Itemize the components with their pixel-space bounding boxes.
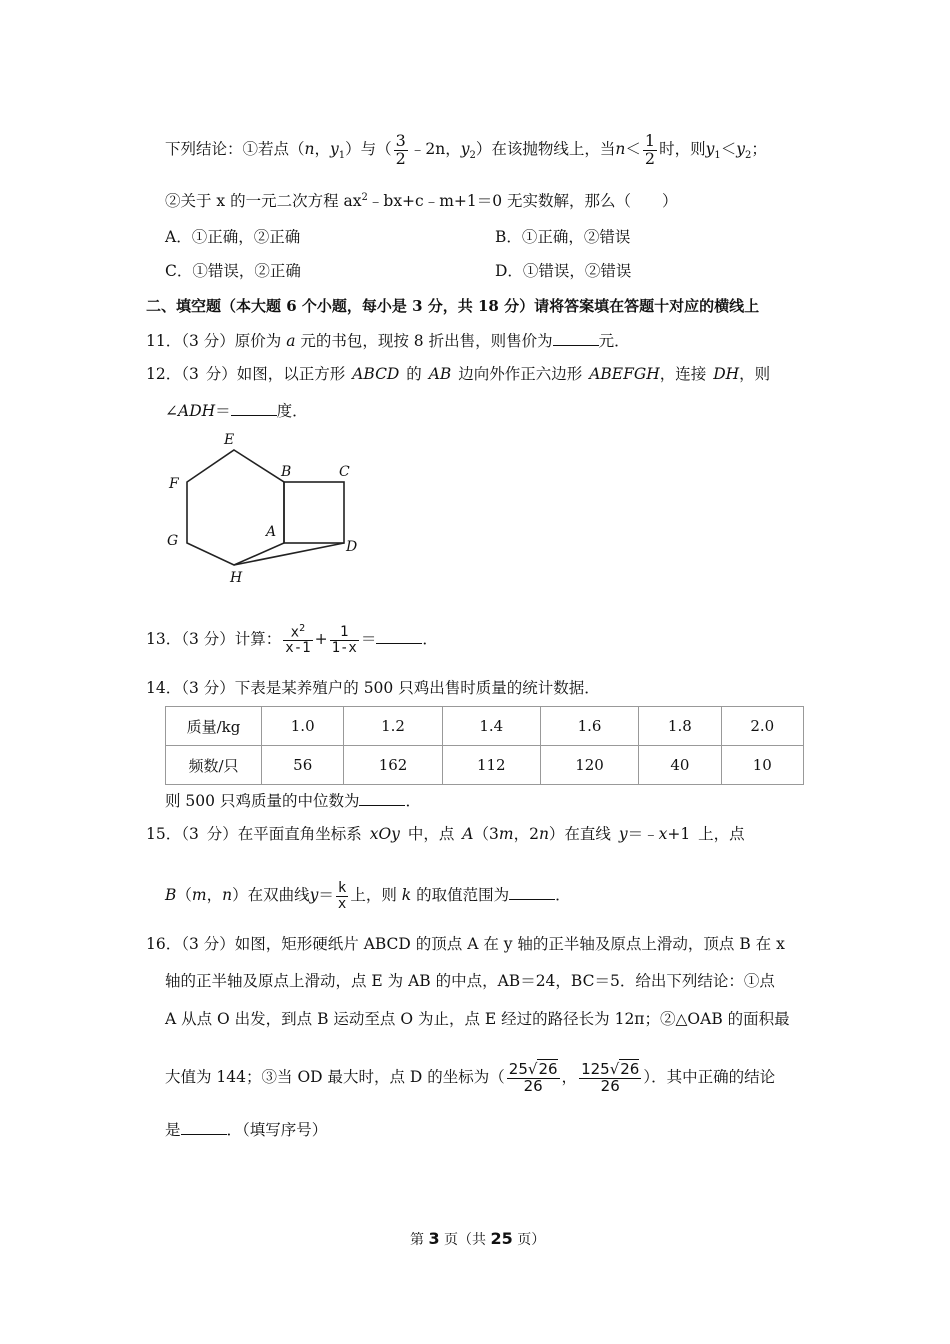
table-cell: 40: [639, 746, 721, 785]
q10-option-d: D．①错误，②错误: [495, 262, 632, 280]
table-cell: 1.2: [344, 707, 442, 746]
question-12-line2: ∠ADH＝ 度．: [165, 402, 308, 420]
question-15-line1: 15．（3 分）在平面直角坐标系 xOy 中，点 A（3m，2n）在直线 y＝﹣x+1 上，点: [146, 825, 745, 843]
fraction-25-root26-over-26: $\frac{25√26}{26}$: [508, 1059, 558, 1095]
q10-line2: ②关于 x 的一元二次方程 $ax^2﹣bx+c﹣m+1=0$ 无实数解，那么（ ）: [165, 191, 678, 210]
fraction-k-over-x: $\frac{k}{x}$: [337, 879, 347, 912]
question-16-line4: 大值为 144；③当 OD 最大时，点 D 的坐标为（ $\frac{25√26}{26}$ ， $\frac{125√26}{26}$ ）．其中正确的结论: [165, 1059, 776, 1095]
q10-line1: 下列结论：①若点（n，$y_1$）与（ $\frac{3}{2}$ ﹣2n，$y_2$）在该抛物线上，当n＜ $\frac{1}{2}$ 时，则$y_1<y_2$；: [165, 130, 767, 168]
q10-option-a: A．①正确，②正确: [165, 228, 301, 246]
fraction-1-2: $\frac{1}{2}$: [644, 130, 656, 168]
question-12-line1: 12．（3 分）如图，以正方形 ABCD 的 AB 边向外作正六边形 ABEFGH，连接 DH，则: [146, 365, 771, 383]
q10-option-b: B．①正确，②错误: [495, 228, 631, 246]
label-e: E: [224, 432, 235, 448]
total-pages: 25: [490, 1229, 513, 1248]
answer-blank: [509, 898, 555, 900]
label-f: F: [169, 476, 179, 492]
label-d: D: [346, 539, 358, 555]
answer-blank: [231, 414, 277, 416]
table-row: [166, 707, 804, 746]
table-cell: 1.8: [639, 707, 721, 746]
answer-blank: [553, 344, 599, 346]
label-g: G: [167, 533, 179, 549]
q10-option-c: C．①错误，②正确: [165, 262, 301, 280]
table-row: [166, 746, 804, 785]
table-cell: 56: [262, 746, 344, 785]
table-header-mass: 质量/kg: [166, 707, 262, 746]
label-c: C: [339, 464, 350, 480]
hexagon-square-figure: [160, 425, 370, 590]
answer-blank: [359, 804, 405, 806]
table-cell: 1.6: [540, 707, 638, 746]
page-footer: 第 3 页（共 25 页）: [410, 1229, 546, 1248]
table-cell: 1.4: [442, 707, 540, 746]
table-header-frequency: 频数/只: [166, 746, 262, 785]
table-cell: 162: [344, 746, 442, 785]
question-13: 13．（3 分）计算： $\frac{x^2}{x-1}$ + $\frac{1}{1-x}$ ＝ ．: [146, 622, 438, 657]
fraction-125-root26-over-26: $\frac{125√26}{26}$: [581, 1059, 640, 1095]
fraction-3-2: $\frac{3}{2}$: [395, 130, 406, 168]
page-number: 3: [428, 1229, 440, 1248]
label-h: H: [230, 570, 243, 586]
frequency-table: [165, 706, 804, 785]
question-15-line2: B（m，n）在双曲线y＝ $\frac{k}{x}$ 上，则 k 的取值范围为 ．: [165, 879, 571, 912]
table-cell: 10: [721, 746, 803, 785]
table-cell: 2.0: [721, 707, 803, 746]
question-16-line5: 是 ．（填写序号）: [165, 1121, 328, 1139]
label-b: B: [281, 464, 292, 480]
answer-blank: [376, 642, 422, 644]
table-cell: 112: [442, 746, 540, 785]
label-a: A: [266, 524, 277, 540]
answer-blank: [181, 1133, 227, 1135]
question-16-line3: A 从点 O 出发，到点 B 运动至点 O 为止，点 E 经过的路径长为 12π；②△OAB 的面积最: [165, 1010, 790, 1028]
question-11: 11．（3 分）原价为 a 元的书包，现按 8 折出售，则售价为 元．: [146, 332, 630, 350]
question-14-median: 则 500 只鸡质量的中位数为 ．: [165, 792, 421, 810]
question-16-line1: 16．（3 分）如图，矩形硬纸片 ABCD 的顶点 A 在 y 轴的正半轴及原点上滑动，顶点 B 在 x: [146, 935, 785, 953]
table-cell: 1.0: [262, 707, 344, 746]
question-14: 14．（3 分）下表是某养殖户的 500 只鸡出售时质量的统计数据．: [146, 679, 600, 697]
fraction-1-over-1-x: $\frac{1}{1-x}$: [331, 623, 357, 656]
section-heading: 二、填空题（本大题 6 个小题，每小是 3 分，共 18 分）请将答案填在答题十对应的横线上: [146, 297, 760, 315]
question-16-line2: 轴的正半轴及原点上滑动，点 E 为 AB 的中点，AB＝24，BC＝5．给出下列结论：①点: [165, 972, 775, 990]
fraction-x2-over-x-1: $\frac{x^2}{x-1}$: [285, 622, 311, 657]
table-cell: 120: [540, 746, 638, 785]
